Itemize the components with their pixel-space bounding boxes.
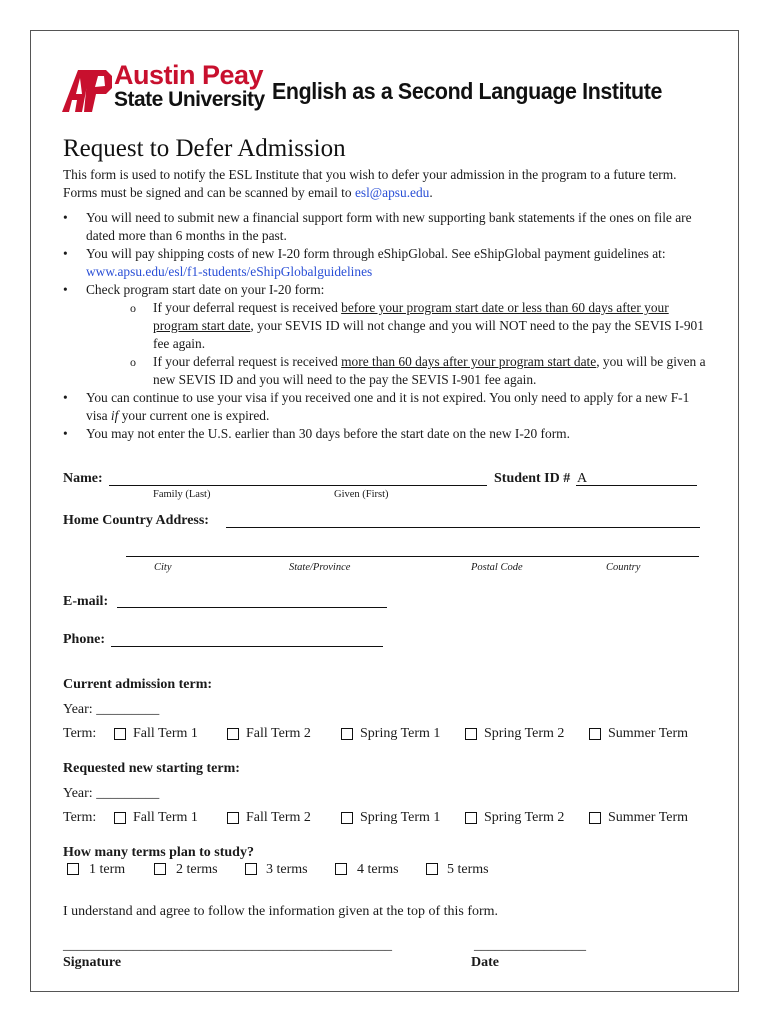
form-title: Request to Defer Admission [63,135,346,162]
sub-text: , your SEVIS ID will not change and you will NOT need to the pay the SEVIS I-901 fee again. [153,318,704,351]
requested-fall-term-1-checkbox[interactable] [114,812,126,824]
checkbox-label: Spring Term 2 [484,810,565,825]
logo-wordmark-bottom: State University [114,88,265,111]
sub-list-item [86,299,713,353]
terms-plan-heading: How many terms plan to study? [63,845,254,860]
country-label: Country [606,562,641,573]
checkbox-label: 5 terms [447,862,489,877]
sub-text: If your deferral request is received [153,300,342,315]
intro-period: . [429,185,433,200]
requested-year-field[interactable]: Year: _________ [63,786,160,801]
instructions-list [63,209,713,443]
email-label: E-mail: [63,594,109,609]
checkbox-label: Fall Term 1 [133,810,198,825]
current-summer-term-checkbox[interactable] [589,728,601,740]
phone-input-line[interactable] [111,646,383,647]
requested-term-label: Term: [63,810,97,825]
requested-summer-term-checkbox[interactable] [589,812,601,824]
date-input-line[interactable]: ________________ [474,938,586,953]
list-item [63,209,713,245]
sub-text: , you will be given a new SEVIS ID and you will need to the pay the SEVIS I-901 fee again. [153,354,706,387]
sub-text: If your deferral request is received [153,354,342,369]
checkbox-label: Spring Term 1 [360,810,441,825]
current-term-label: Term: [63,726,97,741]
name-label: Name: [63,471,103,486]
requested-spring-term-1-checkbox[interactable] [341,812,353,824]
bullet-text: You can continue to use your visa if you received one and it is not expired. You only need to apply for a new F-1 visa [86,390,690,423]
date-label: Date [471,955,499,970]
checkbox-label: Summer Term [608,726,689,741]
checkbox-label: 2 terms [176,862,218,877]
requested-fall-term-2-checkbox[interactable] [227,812,239,824]
list-item [63,425,713,443]
home-address-label: Home Country Address: [63,513,209,528]
list-item [63,389,713,425]
checkbox-label: Fall Term 2 [246,810,311,825]
sub-list [86,299,713,389]
list-item [63,281,713,389]
address-input-line[interactable] [226,527,700,528]
current-spring-term-1-checkbox[interactable] [341,728,353,740]
current-fall-term-1-checkbox[interactable] [114,728,126,740]
checkbox-label: 3 terms [266,862,308,877]
requested-spring-term-2-checkbox[interactable] [465,812,477,824]
sub-text-underlined: before your program start date or less than 60 days after your program start date [153,300,669,333]
list-item [63,245,713,281]
postal-code-label: Postal Code [471,562,523,573]
current-spring-term-2-checkbox[interactable] [465,728,477,740]
family-name-label: Family (Last) [153,489,211,500]
sub-text-underlined: more than 60 days after your program start date [341,354,597,369]
three-terms-checkbox[interactable] [245,863,257,875]
checkbox-label: Summer Term [608,810,689,825]
bullet-text: your current one is expired. [118,408,270,423]
eshipglobal-link[interactable]: www.apsu.edu/esl/f1-students/eShipGlobalguidelines [86,264,373,279]
name-input-line[interactable] [109,485,487,486]
intro-paragraph [63,166,713,202]
checkbox-label: Spring Term 2 [484,726,565,741]
address-details-input-line[interactable] [126,556,699,557]
five-terms-checkbox[interactable] [426,863,438,875]
requested-term-heading: Requested new starting term: [63,761,240,776]
given-name-label: Given (First) [334,489,389,500]
logo-wordmark-top: Austin Peay [114,60,264,90]
signature-label: Signature [63,955,122,970]
current-term-heading: Current admission term: [63,677,213,692]
bullet-text: You may not enter the U.S. earlier than 30 days before the start date on the new I-20 form. [86,426,570,441]
email-link[interactable]: esl@apsu.edu [354,185,430,200]
student-id-label: Student ID # [494,471,571,486]
checkbox-label: Fall Term 1 [133,726,198,741]
checkbox-label: Spring Term 1 [360,726,441,741]
two-terms-checkbox[interactable] [154,863,166,875]
current-year-field[interactable]: Year: _________ [63,702,160,717]
email-input-line[interactable] [117,607,387,608]
agreement-statement: I understand and agree to follow the information given at the top of this form. [63,904,499,919]
bullet-text: Check program start date on your I-20 form: [86,282,325,297]
intro-text: This form is used to notify the ESL Institute that you wish to defer your admission in the program to a future term. Forms must be signed and can be scanned by email to [63,167,677,200]
signature-input-line[interactable]: _______________________________________________ [63,938,392,953]
ap-monogram-icon [62,66,114,116]
student-id-prefix: A [577,471,588,486]
bullet-text: You will need to submit new a financial support form with new supporting bank statements if the ones on file are dated more than 6 months in the past. [86,210,692,243]
sub-list-item [86,353,713,389]
current-fall-term-2-checkbox[interactable] [227,728,239,740]
checkbox-label: 4 terms [357,862,399,877]
bullet-text: You will pay shipping costs of new I-20 form through eShipGlobal. See eShipGlobal payment guidelines at: [86,246,666,261]
institute-name: English as a Second Language Institute [272,78,662,104]
checkbox-label: 1 term [89,862,126,877]
university-logo [62,60,265,118]
four-terms-checkbox[interactable] [335,863,347,875]
state-label: State/Province [289,562,351,573]
one-term-checkbox[interactable] [67,863,79,875]
bullet-text-italic: if [110,408,119,423]
phone-label: Phone: [63,632,105,647]
student-id-input-line[interactable] [576,485,697,486]
checkbox-label: Fall Term 2 [246,726,311,741]
city-label: City [154,562,172,573]
